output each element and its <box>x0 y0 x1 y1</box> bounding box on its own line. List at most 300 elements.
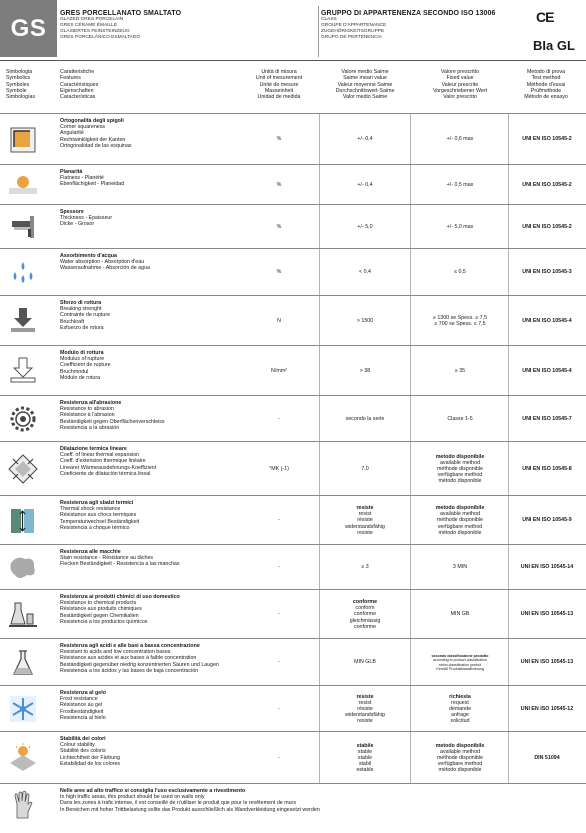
col-header-line: Eigenschaften <box>60 87 94 94</box>
unit-value-line: - <box>278 564 280 571</box>
mean-value-line: stabile <box>356 742 374 749</box>
required-value <box>412 224 508 230</box>
col-header-line: Valore prescritto <box>440 69 480 75</box>
feature-translation: Resistencia al hielo <box>60 714 106 721</box>
test-method: UNI EN ISO 10545-4 <box>522 367 572 374</box>
mean-value-line: resiste <box>356 505 374 511</box>
required-value-line: método disponible <box>438 478 482 485</box>
required-value-line: according to product classification <box>433 658 487 663</box>
feature-title: Resistenza agli acidi e alle basi a bassa concentrazione <box>60 643 200 649</box>
column-divider <box>508 590 509 639</box>
col-header-required <box>412 69 508 100</box>
unit-value-line: - <box>278 659 280 666</box>
required-value-line: Gemäß Produktklassifizierung <box>436 666 484 671</box>
feature-description <box>60 400 238 431</box>
unit-value <box>240 416 318 422</box>
required-value <box>412 416 508 422</box>
column-divider <box>508 442 509 496</box>
required-value-line: 3 MIN <box>452 564 468 571</box>
column-divider <box>410 249 411 296</box>
column-divider <box>319 396 320 442</box>
test-method: UNI EN ISO 10545-4 <box>522 317 572 324</box>
table-row <box>0 248 586 296</box>
required-value-line: ≥ 1300 se Spess. ≥ 7,5 <box>432 314 488 321</box>
feature-translation: Flatness - Planéité <box>60 175 104 182</box>
required-value-line: solicitud <box>450 718 470 725</box>
feature-title: Stabilità dei colori <box>60 736 106 742</box>
feature-translation: Corner squareness <box>60 124 106 131</box>
product-type-line: GRES PORCELÁNICO ESMALTADO <box>60 35 141 40</box>
breaking-modulus-icon <box>6 354 40 388</box>
col-header-unit <box>240 69 318 100</box>
feature-description <box>60 169 238 188</box>
feature-translation: Coeficiente de dilatación térmica lineal <box>60 470 151 477</box>
unit-value <box>240 182 318 188</box>
feature-translation: Water absorption - Absorption d'eau <box>60 259 145 266</box>
acid-flask-icon <box>6 646 40 680</box>
unit-value-line: - <box>278 415 280 422</box>
feature-translation: Colour stability <box>60 742 95 749</box>
feature-translation: Thickness - Epaisseur <box>60 215 113 222</box>
class-group-line: GRUPO DE PERTENENCIA <box>321 35 382 40</box>
feature-translation: Breaking strenght <box>60 306 102 313</box>
feature-description <box>60 736 238 767</box>
feature-translation: Wasseraufnahme - Absorción de agua <box>60 265 150 272</box>
feature-translation: Temperaturwechsel Beständigkeit <box>60 518 140 525</box>
feature-translation: Bruchmodul <box>60 368 89 375</box>
mean-value-line: conforme <box>353 611 377 618</box>
footer-note-line: In Bereichen mit hoher Trittbelastung sollte das Produkt ausschließlich als Wandverkleidung eingesetzt werden <box>60 806 320 813</box>
required-value-line: request <box>451 699 469 706</box>
unit-value-line: % <box>276 181 282 188</box>
gs-badge-label: GS <box>10 14 47 42</box>
required-value-line: available method <box>439 748 481 755</box>
mean-value-line: MIN GLB <box>354 659 376 666</box>
footer-rule <box>0 783 586 784</box>
test-method: UNI EN ISO 10545-3 <box>522 269 572 276</box>
column-divider <box>410 496 411 545</box>
unit-value-line: - <box>278 705 280 712</box>
header-rule <box>0 60 586 61</box>
unit-value-line: N <box>277 317 281 324</box>
required-value <box>412 454 508 485</box>
feature-translation: Resistencia a los productos químicos <box>60 618 148 625</box>
feature-translation: Frostbeständigkeit <box>60 708 104 715</box>
column-divider <box>508 346 509 396</box>
table-row <box>0 295 586 346</box>
feature-description <box>60 446 238 477</box>
unit-value <box>240 466 318 472</box>
required-value <box>412 182 508 188</box>
unit-value <box>240 269 318 275</box>
col-header-mean <box>320 69 410 100</box>
feature-title: Spessore <box>60 209 84 215</box>
feature-description <box>60 549 238 568</box>
product-type-line: GLASIERTES FEINSTEINZEUG <box>60 29 130 34</box>
test-method: UNI EN ISO 10545-14 <box>520 564 574 571</box>
feature-translation: Coeff. d'extension thermique linéaire <box>60 458 146 465</box>
mean-value-line: conforme <box>352 599 378 605</box>
mean-value-line: resist <box>358 699 372 706</box>
caliper-thickness-icon <box>6 210 40 244</box>
feature-translation: Linearer Wärmeausdehnungs-Koeffizient <box>60 464 157 471</box>
column-divider <box>319 639 320 686</box>
test-method: UNI EN ISO 10545-7 <box>522 415 572 422</box>
feature-translation: Beständigkeit gegen Chemikalien <box>60 612 139 619</box>
mean-value-line: stabil <box>358 761 372 768</box>
column-divider <box>410 296 411 346</box>
column-divider <box>508 249 509 296</box>
column-divider <box>319 205 320 249</box>
test-method: UNI EN ISO 10545-9 <box>522 517 572 524</box>
table-row <box>0 441 586 496</box>
column-divider <box>410 346 411 396</box>
column-divider <box>410 396 411 442</box>
column-divider <box>410 590 411 639</box>
feature-translation: Frost resistance <box>60 696 98 703</box>
feature-description <box>60 300 238 331</box>
table-row <box>0 685 586 732</box>
required-value <box>412 743 508 774</box>
mean-value-line: resiste <box>356 693 374 700</box>
table-row <box>0 731 586 784</box>
col-header-line: Méthode d'essai <box>526 81 566 88</box>
col-header-line: Simbologías <box>6 94 36 101</box>
mean-value-line: résiste <box>357 517 373 524</box>
col-header-line: Symboles <box>6 81 30 88</box>
col-header-line: Unidad de medida <box>257 94 301 101</box>
feature-translation: Coefficient de rupture <box>60 362 111 369</box>
thermal-shock-icon <box>6 504 40 538</box>
column-divider <box>319 442 320 496</box>
feature-translation: Résistance au gel <box>60 702 103 709</box>
datasheet-header <box>0 0 586 57</box>
required-value-line: demande <box>448 705 472 712</box>
mean-value <box>320 659 410 665</box>
column-divider <box>410 686 411 732</box>
column-divider <box>508 545 509 590</box>
mean-value-line: +/- 0,4 <box>357 181 373 188</box>
mean-value-line: secondo la serie <box>345 415 385 422</box>
table-row <box>0 113 586 165</box>
feature-translation: Beständigkeit gegenüber niedrig konzentrierten Säuren und Laugen <box>60 661 220 668</box>
col-header-line: Vorgeschriebener Wert <box>432 87 488 94</box>
flatness-icon <box>6 168 40 202</box>
mean-value <box>320 269 410 275</box>
feature-translation: Bruchkraft <box>60 318 85 325</box>
unit-value-line: - <box>278 611 280 618</box>
col-header-line: Test method <box>531 75 561 82</box>
col-header-method <box>508 69 584 100</box>
test-method: UNI EN ISO 10545-2 <box>522 181 572 188</box>
col-header-line: Simbologia <box>6 69 33 75</box>
mean-value-line: ≥ 3 <box>361 564 369 571</box>
feature-translation: Ortogonalidad de las esquinas <box>60 142 132 149</box>
required-value-line: verfügbare method <box>437 523 483 530</box>
required-value <box>412 505 508 536</box>
col-header-line: Valor prescrito <box>443 94 477 101</box>
required-value-line: ≥ 35 <box>454 367 466 374</box>
table-row <box>0 495 586 545</box>
breaking-load-icon <box>6 304 40 338</box>
test-method: UNI EN ISO 10545-13 <box>520 659 574 666</box>
col-header-line: Caratteristiche <box>60 69 95 75</box>
unit-value-line: % <box>276 136 282 143</box>
feature-translation: Resistencia a la abrasión <box>60 424 120 431</box>
col-header-line: Valore medio Saime <box>341 69 389 75</box>
frost-icon <box>6 692 40 726</box>
unit-value <box>240 755 318 761</box>
table-row <box>0 589 586 639</box>
required-value <box>412 564 508 570</box>
required-value-line: ≥ 700 se Spess. ≤ 7,5 <box>434 321 486 327</box>
gs-badge <box>0 0 57 57</box>
mean-value <box>320 694 410 725</box>
required-value-line: anfrage <box>451 712 469 719</box>
footer-note-title: Nelle aree ad alto traffico si consiglia l'uso esclusivamente a rivestimento <box>60 788 246 794</box>
column-divider <box>508 732 509 784</box>
feature-title: Ortogonalità degli spigoli <box>60 118 124 124</box>
test-method: UNI EN ISO 10545-13 <box>520 611 574 618</box>
feature-translation: Contrainte de rupture <box>60 312 111 319</box>
col-header-line: Symbole <box>6 87 27 94</box>
feature-translation: Resistencia a los ácidos y las bases de baja concentración <box>60 667 199 674</box>
column-divider <box>508 639 509 686</box>
unit-value <box>240 136 318 142</box>
abrasion-gear-icon <box>6 402 40 436</box>
unit-value <box>240 706 318 712</box>
feature-description <box>60 643 238 674</box>
required-value <box>412 611 508 617</box>
unit-value <box>240 659 318 665</box>
iso-class-value: BIa GL <box>533 38 575 53</box>
required-value-line: verfügbare method <box>437 761 483 768</box>
class-group-line: ZUGEHÖRIGKEITSGRUPPE <box>321 29 385 34</box>
col-header-line: Características <box>60 94 96 101</box>
col-header-symbols <box>6 69 56 100</box>
column-divider <box>508 686 509 732</box>
mean-value-line: > 38 <box>359 367 371 374</box>
feature-translation: Résistance aux produits chimiques <box>60 606 142 613</box>
column-divider <box>410 442 411 496</box>
column-divider <box>508 496 509 545</box>
col-header-line: Saime mean value <box>343 75 387 82</box>
unit-value-line: - <box>278 517 280 524</box>
feature-translation: Esfuerzo de rotura <box>60 324 104 331</box>
column-divider <box>319 346 320 396</box>
mean-value-line: resist <box>358 511 372 518</box>
required-value-line: método disponible <box>438 767 482 774</box>
mean-value <box>320 743 410 774</box>
mean-value-line: stable <box>357 754 373 761</box>
feature-title: Resistenza all'abrasione <box>60 400 122 406</box>
required-value-line: +/- 0,6 max <box>446 136 474 143</box>
required-value <box>412 368 508 374</box>
col-header-line: Symbolics <box>6 75 31 82</box>
test-method: UNI EN ISO 10545-2 <box>522 223 572 230</box>
test-method: UNI EN ISO 10545-2 <box>522 136 572 143</box>
mean-value-line: widerstandsfähig <box>345 712 385 719</box>
mean-value-line: +/- 5,0 <box>357 223 373 230</box>
feature-title: Sforzo di rottura <box>60 300 102 306</box>
column-divider <box>410 165 411 205</box>
mean-value <box>320 599 410 630</box>
class-group-line: CLASS <box>321 17 337 22</box>
column-divider <box>508 165 509 205</box>
table-row <box>0 544 586 590</box>
unit-value-line: - <box>278 754 280 761</box>
mean-value-line: résiste <box>357 705 373 712</box>
feature-translation: Resistant to acids and low concentration bases <box>60 649 171 656</box>
feature-translation: Ebenflächigkeit - Planeidad <box>60 181 125 188</box>
unit-value <box>240 224 318 230</box>
feature-description <box>60 209 238 228</box>
mean-value-line: widerstandsfähig <box>345 523 385 530</box>
col-header-line: Valeur moyenne Saime <box>337 81 393 88</box>
product-type-title: GRES PORCELLANATO SMALTATO <box>60 10 182 17</box>
mean-value-line: > 1500 <box>356 317 374 324</box>
product-type-line: GRES CÉRAME ÉMAILLÉ <box>60 23 118 28</box>
required-value-line: verfügbare method <box>437 472 483 479</box>
feature-translation: Resistance to abrasion <box>60 406 114 413</box>
glove-icon <box>6 788 40 822</box>
col-header-line: Masseinheit <box>264 87 294 94</box>
unit-value-line: °MK (-1) <box>269 465 289 472</box>
mean-value-line: 7,0 <box>361 465 369 472</box>
product-type-line: GLAZED GRES PORCELAIN <box>60 17 124 22</box>
col-header-line: Valor medio Saime <box>342 94 388 101</box>
mean-value-line: resiste <box>357 718 373 725</box>
unit-value <box>240 564 318 570</box>
unit-value <box>240 611 318 617</box>
unit-value-line: N/mm² <box>271 367 287 374</box>
feature-translation: Rechtwinkligkeit der Kanten <box>60 136 126 143</box>
col-header-line: Valeur prescrite <box>441 81 479 88</box>
mean-value <box>320 182 410 188</box>
col-header-line: Features <box>60 75 81 82</box>
feature-translation: Résistance à l'abrasion <box>60 412 115 419</box>
col-header-line: Unit of mesurement <box>255 75 303 82</box>
unit-value-line: % <box>276 223 282 230</box>
water-drops-icon <box>6 256 40 290</box>
column-divider <box>410 114 411 165</box>
unit-value <box>240 368 318 374</box>
required-value-line: available method <box>439 459 481 466</box>
required-value-line: ≤ 0,5 <box>454 269 466 276</box>
feature-translation: Modulus of rupture <box>60 356 105 363</box>
required-value-line: Classe 1-5 <box>447 415 473 422</box>
feature-description <box>60 500 238 531</box>
header-divider <box>318 6 319 57</box>
feature-description <box>60 118 238 149</box>
mean-value <box>320 466 410 472</box>
mean-value <box>320 368 410 374</box>
feature-translation: Resistance to chemical products <box>60 600 137 607</box>
required-value-line: +/- 0,5 max <box>446 181 474 188</box>
feature-title: Assorbimento d'acqua <box>60 253 117 259</box>
column-divider <box>319 545 320 590</box>
col-header-line: Fixed value <box>446 75 474 82</box>
required-value-line: méthode disponible <box>437 754 483 761</box>
column-divider <box>319 296 320 346</box>
required-value <box>412 136 508 142</box>
col-header-line: Caractéristiques <box>60 81 99 88</box>
column-divider <box>319 590 320 639</box>
required-value-line: selon classification produit <box>439 662 481 667</box>
required-value <box>412 315 508 327</box>
unit-value-line: % <box>276 269 282 276</box>
feature-title: Modulo di rottura <box>60 350 104 356</box>
color-stability-icon <box>6 741 40 775</box>
feature-translation: Thermal shock resistance <box>60 506 121 513</box>
column-divider <box>319 249 320 296</box>
footer-note <box>60 788 580 813</box>
col-header-line: Durchschnittswert-Saime <box>335 87 395 94</box>
class-group-line: GROUPE D'APPARTENANCE <box>321 23 387 28</box>
feature-title: Planarità <box>60 169 83 175</box>
col-header-line: Prüfmethode <box>530 87 562 94</box>
feature-translation: Angularité <box>60 130 84 137</box>
test-method: UNI EN ISO 10545-8 <box>522 465 572 472</box>
stain-icon <box>6 551 40 585</box>
required-value-line: available method <box>439 511 481 518</box>
mean-value-line: stable <box>357 748 373 755</box>
column-divider <box>410 732 411 784</box>
column-divider <box>319 496 320 545</box>
required-value-line: +/- 5,0 max <box>446 223 474 230</box>
mean-value <box>320 318 410 324</box>
required-value-line: metodo disponibile <box>435 742 485 749</box>
domestic-chemicals-icon <box>6 598 40 632</box>
mean-value-line: estable <box>356 767 374 774</box>
mean-value <box>320 136 410 142</box>
feature-translation: Flecken Beständigkeit - Resistencia a las manchas <box>60 561 180 568</box>
required-value-line: méthode disponible <box>437 517 483 524</box>
required-value-line: MIN GB <box>450 611 470 618</box>
table-row <box>0 204 586 249</box>
feature-title: Dilatazione termica lineare <box>60 446 127 452</box>
column-divider <box>508 296 509 346</box>
class-group-title: GRUPPO DI APPARTENENZA SECONDO ISO 13006 <box>321 10 496 17</box>
feature-description <box>60 690 238 721</box>
table-row <box>0 164 586 205</box>
unit-value <box>240 318 318 324</box>
class-group-block <box>321 10 521 41</box>
column-divider <box>508 114 509 165</box>
required-value-line: méthode disponible <box>437 465 483 472</box>
column-divider <box>508 396 509 442</box>
table-row <box>0 395 586 442</box>
required-value-line: secondo classificazione prodotto <box>431 653 489 658</box>
col-header-line: Método de ensayo <box>524 94 568 101</box>
feature-translation: Beständigkeit gegen Oberflächenverschleiss <box>60 418 165 425</box>
feature-description <box>60 253 238 272</box>
table-row <box>0 345 586 396</box>
column-divider <box>319 732 320 784</box>
test-method: DIN 51094 <box>534 754 560 761</box>
column-divider <box>508 205 509 249</box>
column-divider <box>410 545 411 590</box>
feature-description <box>60 594 238 625</box>
mean-value <box>320 505 410 536</box>
feature-translation: Stain resistance - Résistance au tâches <box>60 555 154 562</box>
feature-translation: Resistencia a choque térmico <box>60 524 130 531</box>
unit-value <box>240 517 318 523</box>
feature-title: Resistenza ai prodotti chimici di uso domestico <box>60 594 180 600</box>
product-type-block <box>60 10 310 41</box>
column-divider <box>410 639 411 686</box>
feature-translation: Résistance aux acides et aux bases à faible concentration <box>60 655 197 662</box>
